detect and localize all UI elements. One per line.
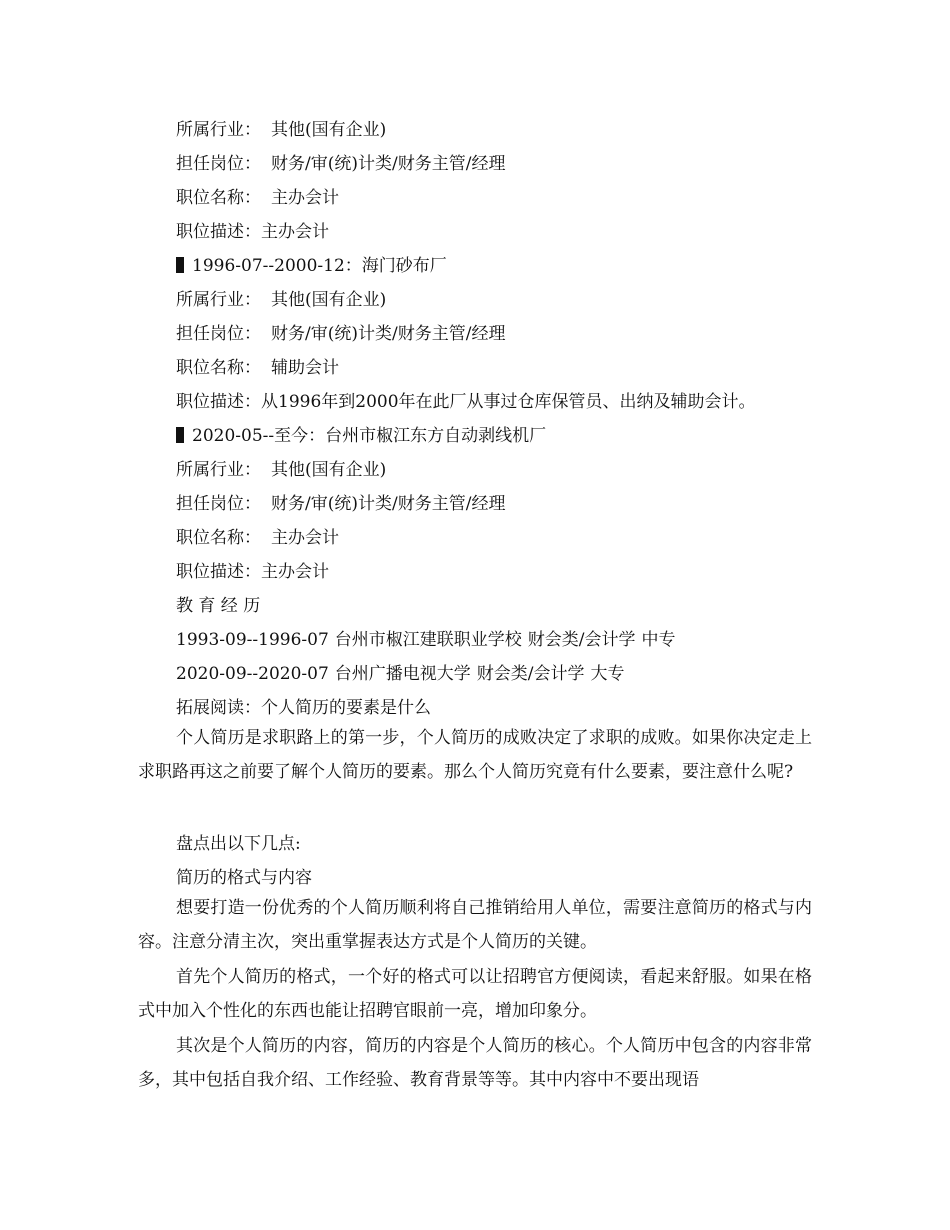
job3-position-row [176, 492, 505, 516]
title-value: 主办会计 [271, 188, 339, 208]
position-label: 担任岗位： [176, 324, 261, 344]
paragraph: 首先个人简历的格式，一个好的格式可以让招聘官方便阅读，看起来舒服。如果在格式中加入个性化的东西也能让招聘官眼前一亮，增加印象分。 [138, 967, 812, 1021]
title-value: 主办会计 [271, 528, 339, 548]
industry-label: 所属行业： [176, 460, 261, 480]
job-header-text: 1996-07--2000-12：海门砂布厂 [192, 256, 447, 276]
job2-header [176, 254, 447, 278]
job2-desc-row [176, 390, 756, 414]
edu-period: 1993-09--1996-07 [176, 630, 329, 650]
paragraph: 个人简历是求职路上的第一步，个人简历的成败决定了求职的成败。如果你决定走上求职路再这之前要了解个人简历的要素。那么个人简历究竟有什么要素，要注意什么呢? [138, 728, 812, 782]
desc-label: 职位描述： [176, 562, 261, 582]
job3-title-row [176, 526, 339, 550]
job2-position-row [176, 322, 505, 346]
title-label: 职位名称： [176, 188, 261, 208]
edu-school: 台州市椒江建联职业学校 [334, 630, 522, 650]
job-header-text: 2020-05--至今：台州市椒江东方自动剥线机厂 [192, 426, 547, 446]
edu-degree: 中专 [641, 630, 676, 650]
industry-label: 所属行业： [176, 290, 261, 310]
edu-major: 财会类/会计学 [527, 630, 636, 650]
desc-value: 从1996年到2000年在此厂从事过仓库保管员、出纳及辅助会计。 [261, 392, 756, 412]
industry-value: 其他(国有企业) [271, 460, 387, 480]
position-value: 财务/审(统)计类/财务主管/经理 [271, 324, 506, 344]
job1-title-row [176, 186, 339, 210]
position-value: 财务/审(统)计类/财务主管/经理 [271, 154, 506, 174]
title-label: 职位名称： [176, 358, 261, 378]
position-label: 担任岗位： [176, 494, 261, 514]
position-label: 担任岗位： [176, 154, 261, 174]
section-heading: 简历的格式与内容 [176, 868, 312, 888]
job1-position-row [176, 152, 505, 176]
position-value: 财务/审(统)计类/财务主管/经理 [271, 494, 506, 514]
edu-period: 2020-09--2020-07 [176, 664, 329, 684]
job3-desc-row [176, 560, 329, 584]
industry-value: 其他(国有企业) [271, 290, 387, 310]
industry-value: 其他(国有企业) [271, 120, 387, 140]
desc-value: 主办会计 [261, 222, 329, 242]
job3-header [176, 424, 546, 448]
job2-title-row [176, 356, 339, 380]
bullet-marker [176, 257, 184, 273]
bullet-marker [176, 427, 184, 443]
job1-desc-row [176, 220, 329, 244]
desc-label: 职位描述： [176, 392, 261, 412]
title-label: 职位名称： [176, 528, 261, 548]
paragraph: 其次是个人简历的内容，简历的内容是个人简历的核心。个人简历中包含的内容非常多，其中包括自我介绍、工作经验、教育背景等等。其中内容中不要出现语 [138, 1036, 812, 1090]
desc-label: 职位描述： [176, 222, 261, 242]
paragraph-short: 盘点出以下几点: [176, 834, 301, 854]
job3-industry-row [176, 458, 386, 482]
education-heading: 教 育 经 历 [176, 596, 261, 616]
education-entry [176, 628, 676, 652]
extended-reading-title: 拓展阅读：个人简历的要素是什么 [176, 698, 431, 718]
job1-industry-row [176, 118, 386, 142]
edu-school: 台州广播电视大学 [334, 664, 471, 684]
edu-degree: 大专 [590, 664, 625, 684]
industry-label: 所属行业： [176, 120, 261, 140]
paragraph: 想要打造一份优秀的个人简历顺利将自己推销给用人单位，需要注意简历的格式与内容。注意分清主次，突出重掌握表达方式是个人简历的关键。 [138, 898, 812, 952]
title-value: 辅助会计 [271, 358, 339, 378]
education-entry [176, 662, 625, 686]
desc-value: 主办会计 [261, 562, 329, 582]
edu-major: 财会类/会计学 [476, 664, 585, 684]
job2-industry-row [176, 288, 386, 312]
